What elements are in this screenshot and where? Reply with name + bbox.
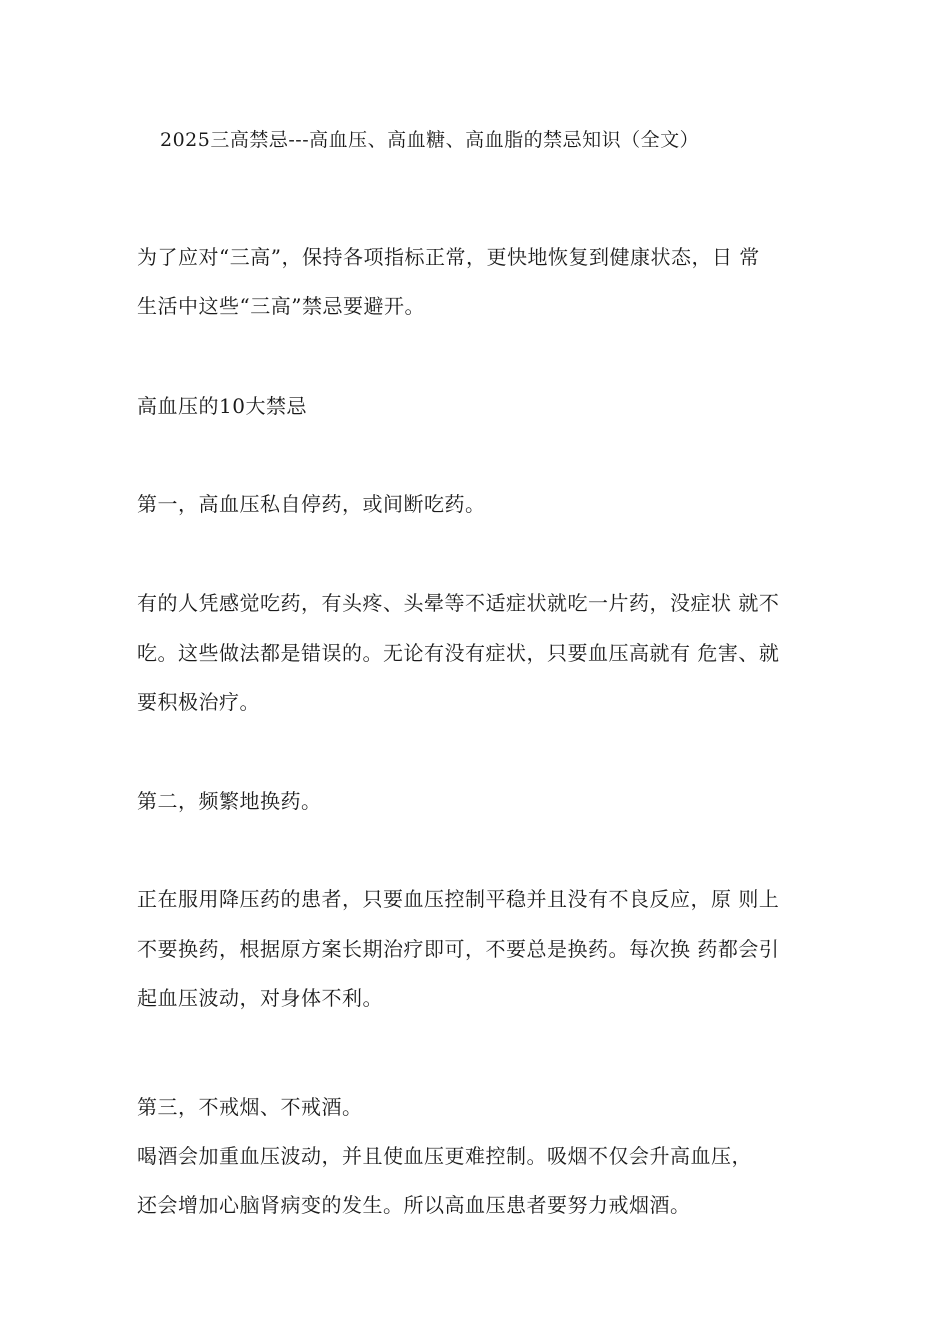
item1-body-line-2: 吃。这些做法都是错误的。无论有没有症状，只要血压高就有 危害、就: [137, 641, 780, 665]
item3-body-line-2: 还会增加心脑肾病变的发生。所以高血压患者要努力戒烟酒。: [137, 1193, 691, 1217]
document-title: 2025三高禁忌---高血压、高血糖、高血脂的禁忌知识（全文）: [160, 129, 700, 151]
intro-line-1: 为了应对“三高”，保持各项指标正常，更快地恢复到健康状态，日 常: [137, 245, 760, 269]
item1-body-line-3: 要积极治疗。: [137, 690, 260, 714]
item2-heading: 第二，频繁地换药。: [137, 789, 322, 813]
section-heading: 高血压的10大禁忌: [137, 394, 307, 418]
intro-line-2: 生活中这些“三高”禁忌要避开。: [137, 294, 425, 318]
item2-body-line-2: 不要换药，根据原方案长期治疗即可，不要总是换药。每次换 药都会引: [137, 937, 780, 961]
item1-heading: 第一，高血压私自停药，或间断吃药。: [137, 492, 486, 516]
item3-body-line-1: 喝酒会加重血压波动，并且使血压更难控制。吸烟不仅会升高血压，: [137, 1144, 752, 1168]
item1-body-line-1: 有的人凭感觉吃药，有头疼、头晕等不适症状就吃一片药，没症状 就不: [137, 591, 780, 615]
item3-heading: 第三，不戒烟、不戒酒。: [137, 1095, 363, 1119]
item2-body-line-1: 正在服用降压药的患者，只要血压控制平稳并且没有不良反应，原 则上: [137, 887, 780, 911]
item2-body-line-3: 起血压波动，对身体不利。: [137, 986, 383, 1010]
